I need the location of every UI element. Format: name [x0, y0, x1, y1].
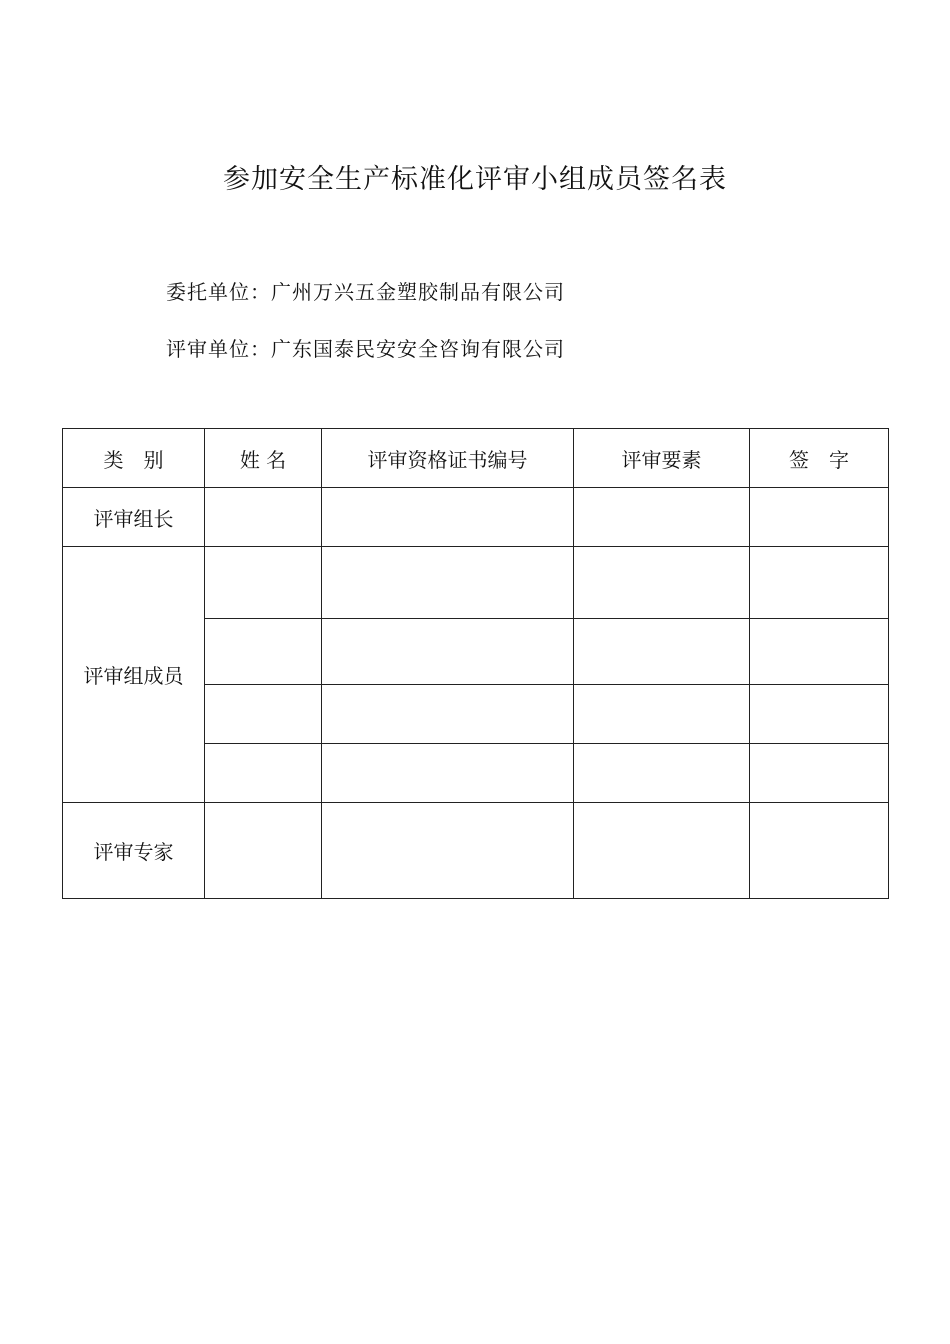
cell-name[interactable]: [205, 685, 322, 744]
cell-certificate-number[interactable]: [322, 803, 574, 899]
header-signature: 签 字: [750, 429, 889, 488]
review-unit-line: 评审单位：广东国泰民安安全咨询有限公司: [166, 337, 565, 361]
cell-name[interactable]: [205, 803, 322, 899]
cell-certificate-number[interactable]: [322, 488, 574, 547]
table-row-expert: [63, 803, 889, 899]
row-label-members: 评审组成员: [63, 547, 205, 803]
row-label-leader: 评审组长: [63, 488, 205, 547]
cell-signature[interactable]: [750, 619, 889, 685]
cell-name[interactable]: [205, 619, 322, 685]
cell-name[interactable]: [205, 744, 322, 803]
cell-certificate-number[interactable]: [322, 547, 574, 619]
signature-table: [62, 428, 889, 899]
table-row-member: [63, 547, 889, 619]
header-name: 姓 名: [205, 429, 322, 488]
cell-signature[interactable]: [750, 488, 889, 547]
cell-certificate-number[interactable]: [322, 685, 574, 744]
row-label-expert: 评审专家: [63, 803, 205, 899]
cell-signature[interactable]: [750, 803, 889, 899]
entrusting-unit-line: 委托单位：广州万兴五金塑胶制品有限公司: [166, 280, 565, 304]
cell-review-elements[interactable]: [574, 803, 750, 899]
cell-review-elements[interactable]: [574, 685, 750, 744]
document-title: 参加安全生产标准化评审小组成员签名表: [223, 164, 727, 195]
table-header-row: [63, 429, 889, 488]
cell-signature[interactable]: [750, 744, 889, 803]
cell-review-elements[interactable]: [574, 619, 750, 685]
header-category: 类 别: [63, 429, 205, 488]
cell-certificate-number[interactable]: [322, 619, 574, 685]
cell-review-elements[interactable]: [574, 488, 750, 547]
cell-review-elements[interactable]: [574, 547, 750, 619]
cell-certificate-number[interactable]: [322, 744, 574, 803]
cell-name[interactable]: [205, 547, 322, 619]
table-row-leader: [63, 488, 889, 547]
cell-review-elements[interactable]: [574, 744, 750, 803]
header-review-elements: 评审要素: [574, 429, 750, 488]
cell-name[interactable]: [205, 488, 322, 547]
header-certificate-number: 评审资格证书编号: [322, 429, 574, 488]
cell-signature[interactable]: [750, 685, 889, 744]
cell-signature[interactable]: [750, 547, 889, 619]
